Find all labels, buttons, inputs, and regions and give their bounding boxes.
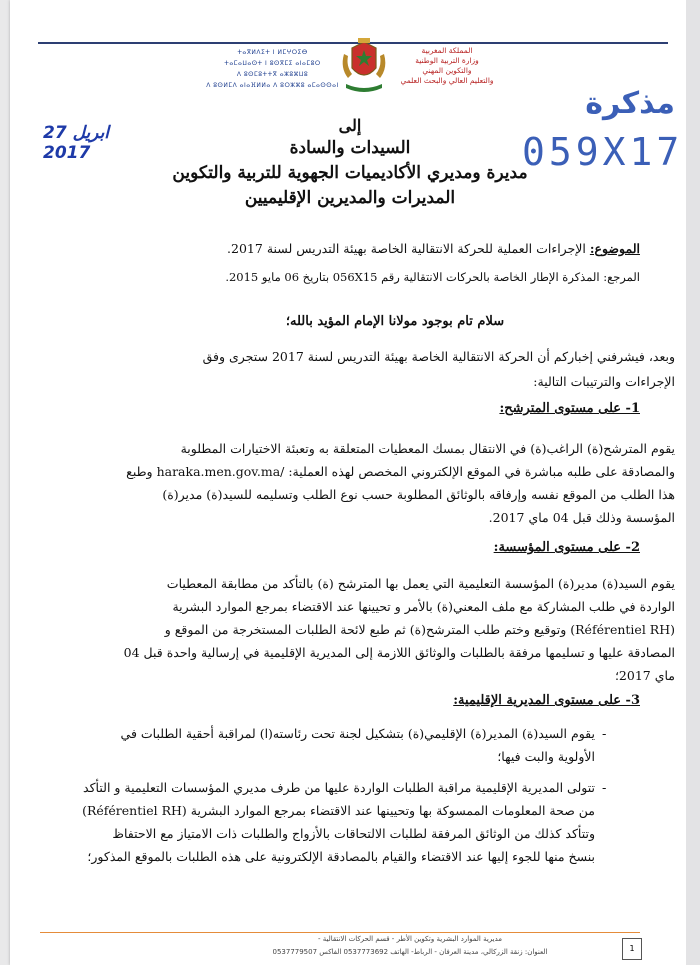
intro-line: وبعد، فيشرفني إخباركم أن الحركة الانتقالية الخاصة بهيئة التدريس لسنة 2017 ستجرى وفق [202,349,675,364]
memo-label: مذكرة [585,86,675,121]
paragraph-line: تتولى المديرية الإقليمية مراقبة الطلبات الواردة عليها من طرف مديري المؤسسات التعليمية و التأكد [83,780,595,795]
paragraph-line: يقوم المترشح(ة) الراغب(ة) في الانتقال بمسك المعطيات المتعلقة به وتعبئة الاختيارات المطلوبة [180,441,675,456]
reference-label: المرجع: [603,270,640,284]
tifinagh-line: ⴷ ⵓⵙⵎⵓⵜⵜⴳ ⴰⵣⵓⵣⵡⵓ [236,71,309,78]
section-title: 3- على مستوى المديرية الإقليمية: [453,693,640,708]
paragraph-line: هذا الطلب من الموقع نفسه وإرفاقه بالوثائق المطلوبة حسب نوع الطلب وتسليمه للسيد(ة) مدير(ة) [162,487,675,502]
paragraph-line: (Référentiel RH) وتوقيع وختم طلب المترشح(ة) ثم طبع لائحة الطلبات المستخرجة من الموقع و [164,622,675,637]
date-stamp: 27 ابريل 2017 [43,123,110,163]
section-paragraph [50,572,675,687]
subject-label: الموضوع: [589,241,640,256]
section-title: 1- على مستوى المترشح: [499,401,640,416]
paragraph-line: الواردة في طلب المشاركة مع ملف المعني(ة) بالأمر و تحيينها عند الاقتضاء بمرجع الموارد البشرية [172,599,675,614]
paragraph-line: المصادقة عليها و تسليمها مرفقة بالطلبات والوثائق اللازمة إلى المديرية الإقليمية في إرسالية واحدة قبل 04 [123,645,675,660]
addressee-line: المديرات والمديرين الإقليميين [244,188,456,208]
intro-line: الإجراءات والترتيبات التالية: [533,374,675,389]
tifinagh-line: ⴷ ⵓⵙⵍⵎⴷ ⴰⵏⴰⴼⵍⵍⴰ ⴷ ⵓⵔⵣⵣⵓ ⴰⵎⴰⵙⵙⴰⵏ [206,82,339,89]
paragraph-line: يقوم السيد(ة) المدير(ة) الإقليمي(ة) بتشكيل لجنة تحت رئاسته(ا) لمراقبة أحقية الطلبات في [120,726,595,741]
paragraph-line: ماي 2017؛ [614,668,675,683]
section-bullet [50,722,595,768]
coat-of-arms-icon [338,38,390,96]
addressee-to: إلى [338,116,362,135]
arabic-header-line: والتعليم العالي والبحث العلمي [400,76,494,85]
paragraph-line: يقوم السيد(ة) مدير(ة) المؤسسة التعليمية التي يعمل بها المترشح (ة) بالتأكد من مطابقة المعطيات [166,576,675,591]
footer-department: مديرية الموارد البشرية وتكوين الأطر - قسم الحركات الانتقالية - [317,935,503,943]
addressee-line: السيدات والسادة [289,138,411,158]
viewer-scrollbar[interactable] [686,0,700,965]
section-paragraph [50,437,675,529]
subject-line [210,241,640,256]
tifinagh-header [205,47,340,91]
paragraph-line: بنسخ منها للجوء إليها عند الاقتضاء والقيام بالمصادقة الإلكترونية على هذه الطلبات بالموقع المذكور؛ [87,849,595,864]
section-bullet [50,776,595,868]
tifinagh-line: ⵜⴰⴳⵍⴷⵉⵜ ⵏ ⵍⵎⵖⵔⵉⴱ [237,49,308,56]
salutation: سلام تام بوجود مولانا الإمام المؤيد بالله؛ [285,314,505,329]
bullet-marker: - [602,781,607,796]
footer-rule [40,932,640,933]
tifinagh-line: ⵜⴰⵎⴰⵡⴰⵙⵜ ⵏ ⵓⵙⴳⵎⵉ ⴰⵏⴰⵎⵓⵔ [224,60,321,67]
section-title: 2- على مستوى المؤسسة: [493,540,640,555]
reference-text: المذكرة الإطار الخاصة بالحركات الانتقالية رقم 056X15 بتاريخ 06 مايو 2015. [225,270,604,284]
page-number: 1 [622,938,642,960]
paragraph-line: من صحة المعلومات الممسوكة بها وتحيينها عند الاقتضاء بمرجع الموارد البشرية (Référentiel RH) [82,803,595,818]
paragraph-line: المؤسسة وذلك قبل 04 ماي 2017. [488,510,675,525]
reference-line [160,270,640,284]
document-page [10,0,686,965]
arabic-header [392,46,502,86]
arabic-header-line: وزارة التربية الوطنية [415,56,479,65]
addressee-line: مديرة ومديري الأكاديميات الجهوية للتربية والتكوين [172,163,528,183]
subject-text: الإجراءات العملية للحركة الانتقالية الخاصة بهيئة التدريس لسنة 2017. [227,241,590,256]
arabic-header-line: والتكوين المهني [422,66,472,75]
footer-address: العنوان: زنقة الزركالي، مدينة العرفان - الرباط- الهاتف 0537773692 الفاكس 0537779507 [272,948,548,956]
bullet-marker: - [602,727,607,742]
paragraph-line: وتتأكد كذلك من الوثائق المرفقة لطلبات الالتحاقات بالأزواج والطلبات ذات الامتياز مع الاحتفاظ [112,826,595,841]
paragraph-line: الأولوية والبت فيها؛ [497,749,595,764]
memo-number: 059X17 [522,130,684,174]
arabic-header-line: المملكة المغربية [421,46,473,55]
paragraph-line: والمصادقة على طلبه مباشرة في الموقع الإلكتروني المخصص لهذه العملية: /haraka.men.gov.ma وطبع [126,464,675,479]
